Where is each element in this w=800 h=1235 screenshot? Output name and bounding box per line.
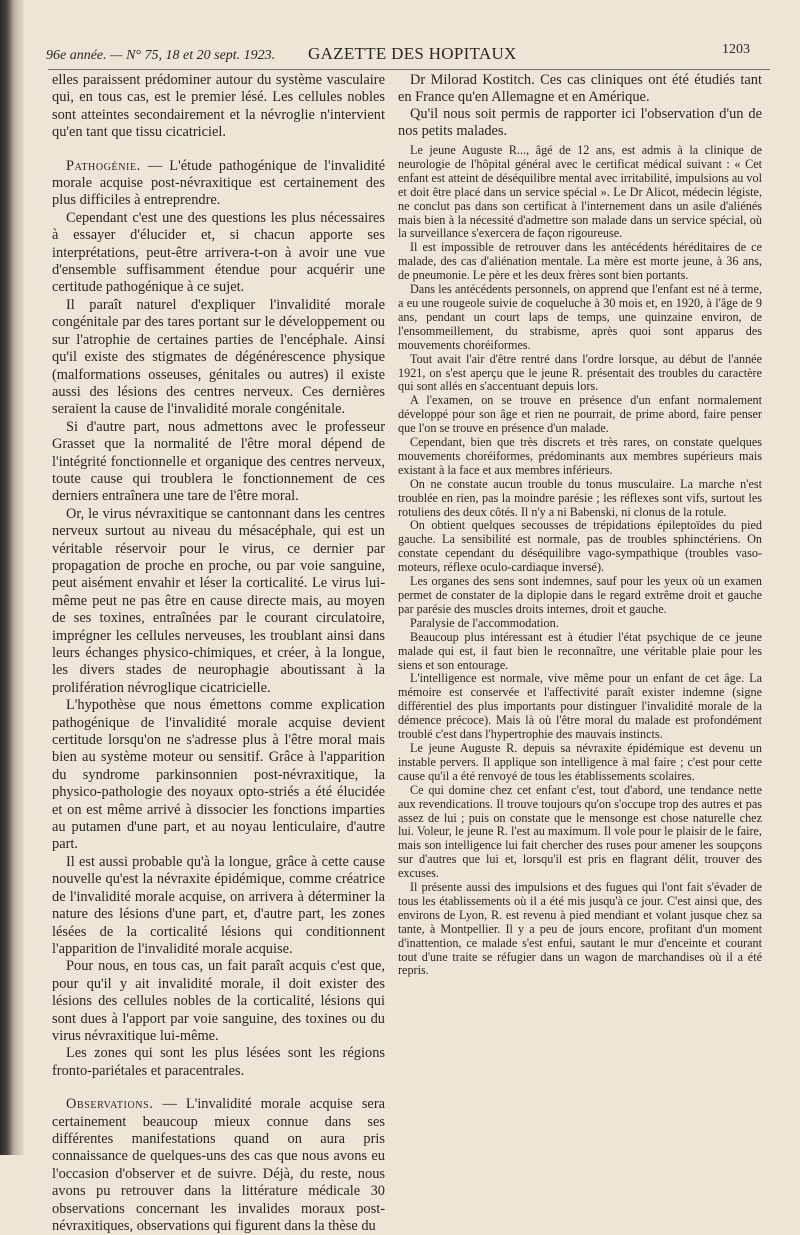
case-paragraph: L'intelligence est normale, vive même pour un enfant de cet âge. La mémoire est conservée et l'affectivité paraît exister indemne (signe différentiel des plus importants pour distinguer l'invalidité morale de la démence précoce). Mais là où l'être moral du malade est profondément troublé c'est dans l'hypertrophie des mauvais instincts. <box>398 671 762 742</box>
case-paragraph: Le jeune Auguste R..., âgé de 12 ans, est admis à la clinique de neurologie de l'hôpital général avec le certificat médical suivant : « Cet enfant est atteint de déséquilibre mental avec irritabilité, impulsions au vol et doit être placé dans un service spécial ». Le Dr Alicot, médecin légiste, ne conclut pas dans son certificat à l'internement dans un asile d'aliénés mais bien à la nécessité d'admettre son malade dans un service spécial, où la surveillance s'exercera de façon rigoureuse. <box>398 143 762 241</box>
paragraph: Il est aussi probable qu'à la longue, grâce à cette cause nouvelle qu'est la névraxite épidémique, comme créatrice de l'invalidité morale acquise, on arrivera à déterminer la nature des lésions d'une part, et, d'autre part, les zones lésées de la corticalité lésions qui conditionnent l'apparition de l'invalidité morale acquise. <box>52 853 385 957</box>
case-paragraph: On obtient quelques secousses de trépidations épileptoïdes du pied gauche. La sensibilité est normale, pas de troubles sphinctériens. On constate cependant du déséquilibre vago-sympathique (troubles vaso-moteurs, réflexe oculo-cardiaque inversé). <box>398 518 762 575</box>
paragraph: Or, le virus névraxitique se cantonnant dans les centres nerveux surtout au niveau du mésacéphale, qui est un véritable réservoir pour le virus, ce dernier par propagation de proche en proche, ou par voie sanguine, peut aisément envahir et léser la corticalité. Le virus lui-même peut ne pas être en cause directe mais, au moyen de ses toxines, entraînées par le courant circulatoire, imprégner les cellules nerveuses, les troublant ainsi dans leurs échanges physico-chimiques, et créer, à la longue, les divers stades de neurophagie aboutissant à la prolifération névroglique cicatricielle. <box>52 505 385 696</box>
paragraph: Il paraît naturel d'expliquer l'invalidité morale congénitale par des tares portant sur le développement ou sur l'atrophie de certaines parties de l'encéphale. Ainsi qu'il existe des stigmates de dégénérescence physique (malformations osseuses, génitales ou autres) il existe aussi des lésions des centres nerveux. Ces dernières seraient la cause de l'invalidité morale congénitale. <box>52 296 385 418</box>
section-label: Pathogénie. <box>66 157 141 174</box>
page-binding-shadow <box>0 0 24 1155</box>
page-number: 1203 <box>722 42 750 57</box>
paragraph-observations <box>52 1096 385 1235</box>
paragraph: Les zones qui sont les plus lésées sont les régions fronto-pariétales et paracentrales. <box>52 1045 385 1079</box>
case-paragraph: On ne constate aucun trouble du tonus musculaire. La marche n'est troublée en rien, pas la moindre parésie ; les réflexes sont vifs, surtout les rotuliens des deux côtés. Il n'y a ni Babenski, ni clonus de la rotule. <box>398 476 762 519</box>
case-paragraph: Cependant, bien que très discrets et très rares, on constate quelques mouvements choréiformes, prédominants aux membres supérieurs mais existant à la face et aux membres inférieurs. <box>398 435 762 477</box>
case-paragraph: Paralysie de l'accommodation. <box>410 615 559 630</box>
case-paragraph: Ce qui domine chez cet enfant c'est, tout d'abord, une tendance nette aux revendications. Il trouve toujours qu'on s'occupe trop des autres et pas assez de lui ; puis on constate que le mensonge est chose naturelle chez lui. Voleur, le jeune R. l'est au maximum. Il vole pour le plaisir de le faire, mais son intelligence lui fait chercher des ruses pour amener les soupçons sur d'autres que lui et, lorsqu'il est pris en flagrant délit, trouver des excuses. <box>398 782 762 881</box>
paragraph-text: — L'invalidité morale acquise sera certainement beaucoup mieux connue dans ses différentes manifestations quand on aura pris connaissance de quelques-uns des cas que nous avons eu l'occasion d'observer et de suivre. Déjà, du reste, nous avons pu retrouver dans la littérature médicale 30 observations concernant les invalides moraux post-névraxitiques, observations qui figurent dans la thèse du <box>52 1096 385 1234</box>
case-paragraph: A l'examen, on se trouve en présence d'un enfant normalement développé pour son âge et rien ne pourrait, de prime abord, faire penser que l'on se trouve en présence d'un malade. <box>398 393 762 436</box>
paragraph: Cependant c'est une des questions les plus nécessaires à essayer d'élucider et, si chacun apporte ses interprétations, peut-être arrivera-t-on à avoir une vue d'ensemble suffisamment étendue pour acquérir une certitude pathogénique à ce sujet. <box>52 209 385 296</box>
section-label: Observations. <box>66 1096 154 1113</box>
journal-title: GAZETTE DES HOPITAUX <box>308 44 517 63</box>
page-header <box>40 40 780 66</box>
case-paragraph: Dans les antécédents personnels, on apprend que l'enfant est né à terme, a eu une rougeole suivie de coqueluche à 30 mois et, en 1920, à l'âge de 9 ans, pendant un court laps de temps, une quinzaine environ, de l'ensommeillement, du strabisme, après quoi sont apparus des mouvements choréiformes. <box>398 282 762 352</box>
issue-line: 96e année. — N° 75, 18 et 20 sept. 1923. <box>46 48 276 63</box>
paragraph-text: — L'étude pathogénique de l'invalidité morale acquise post-névraxitique est certainement des plus difficiles à entreprendre. <box>52 157 385 209</box>
paragraph: Si d'autre part, nous admettons avec le professeur Grasset que la normalité de l'être moral dépend de l'intégrité fonctionnelle et organique des centres nerveux, toute cause qui troublera le fonctionnement de ces derniers entraînera une tare de l'être moral. <box>52 418 385 505</box>
header-rule <box>48 69 770 70</box>
paragraph: Qu'il nous soit permis de rapporter ici l'observation d'un de nos petits malades. <box>398 106 762 139</box>
case-paragraph: Il présente aussi des impulsions et des fugues qui l'ont fait s'évader de tous les établissements où il a été mis jusqu'à ce jour. C'est ainsi que, des environs de Lyon, R. est revenu à pied mendiant et volant jusque chez sa tante, à Montpellier. Il y a peu de jours encore, profitant d'un moment d'inattention, ce malade s'est enfui, sautant le mur d'enceinte et courant tout d'une traite se réfugier dans un wagon de marchandises où il a été repris. <box>398 880 762 978</box>
case-paragraph: Beaucoup plus intéressant est à étudier l'état psychique de ce jeune malade qui est, il faut bien le reconnaître, une véritable plaie pour les siens et son entourage. <box>398 629 762 672</box>
paragraph: Dr Milorad Kostitch. Ces cas cliniques ont été étudiés tant en France qu'en Allemagne et en Amérique. <box>398 72 762 105</box>
paragraph: Pour nous, en tous cas, un fait paraît acquis c'est que, pour qu'il y ait invalidité morale, il doit exister des lésions des cellules nobles de la corticalité, lésions qui sont dues à l'apport par voie sanguine, des toxines ou du virus névraxitique lui-même. <box>52 958 385 1044</box>
case-paragraph: Les organes des sens sont indemnes, sauf pour les yeux où un examen permet de constater de la diplopie dans le regard extrême droit et gauche par parésie des muscles droits internes, droit et gauche. <box>398 574 762 616</box>
right-column-intro <box>398 72 762 140</box>
paragraph: elles paraissent prédominer autour du système vasculaire qui, en tous cas, est le premier lésé. Les cellules nobles sont atteintes secondairement et la névroglie n'intervient qu'en tant que tissu cicatriciel. <box>52 72 385 141</box>
left-column <box>52 72 385 1234</box>
case-paragraph: Le jeune Auguste R. depuis sa névraxite épidémique est devenu un instable pervers. Il applique son intelligence à mal faire ; c'est pour cette cause qu'il a été renvoyé de tous les établissements scolaires. <box>398 740 762 783</box>
case-paragraph: Il est impossible de retrouver dans les antécédents héréditaires de ce malade, des cas d'aliénation mentale. La mère est morte jeune, à 36 ans, de pneumonie. Le père et les deux frères sont bien portants. <box>398 240 762 283</box>
right-column <box>398 72 762 1142</box>
paragraph: L'hypothèse que nous émettons comme explication pathogénique de l'invalidité morale acquise devient certitude lorsqu'on ne s'adresse plus à l'être moral mais bien au système moteur ou sensitif. Grâce à l'apparition du syndrome parkinsonnien post-névraxitique, la physico-pathologie des noyaux opto-striés a été élucidée et on est même arrivé à dissocier les fonctions imparties au putamen d'une part, et au noyau lenticulaire, d'autre part. <box>52 697 385 853</box>
paragraph-pathogenie <box>52 158 385 210</box>
case-paragraph: Tout avait l'air d'être rentré dans l'ordre lorsque, au début de l'année 1921, on s'est aperçu que le jeune R. présentait des troubles du caractère qui sont allés en s'accentuant depuis lors. <box>398 351 762 394</box>
